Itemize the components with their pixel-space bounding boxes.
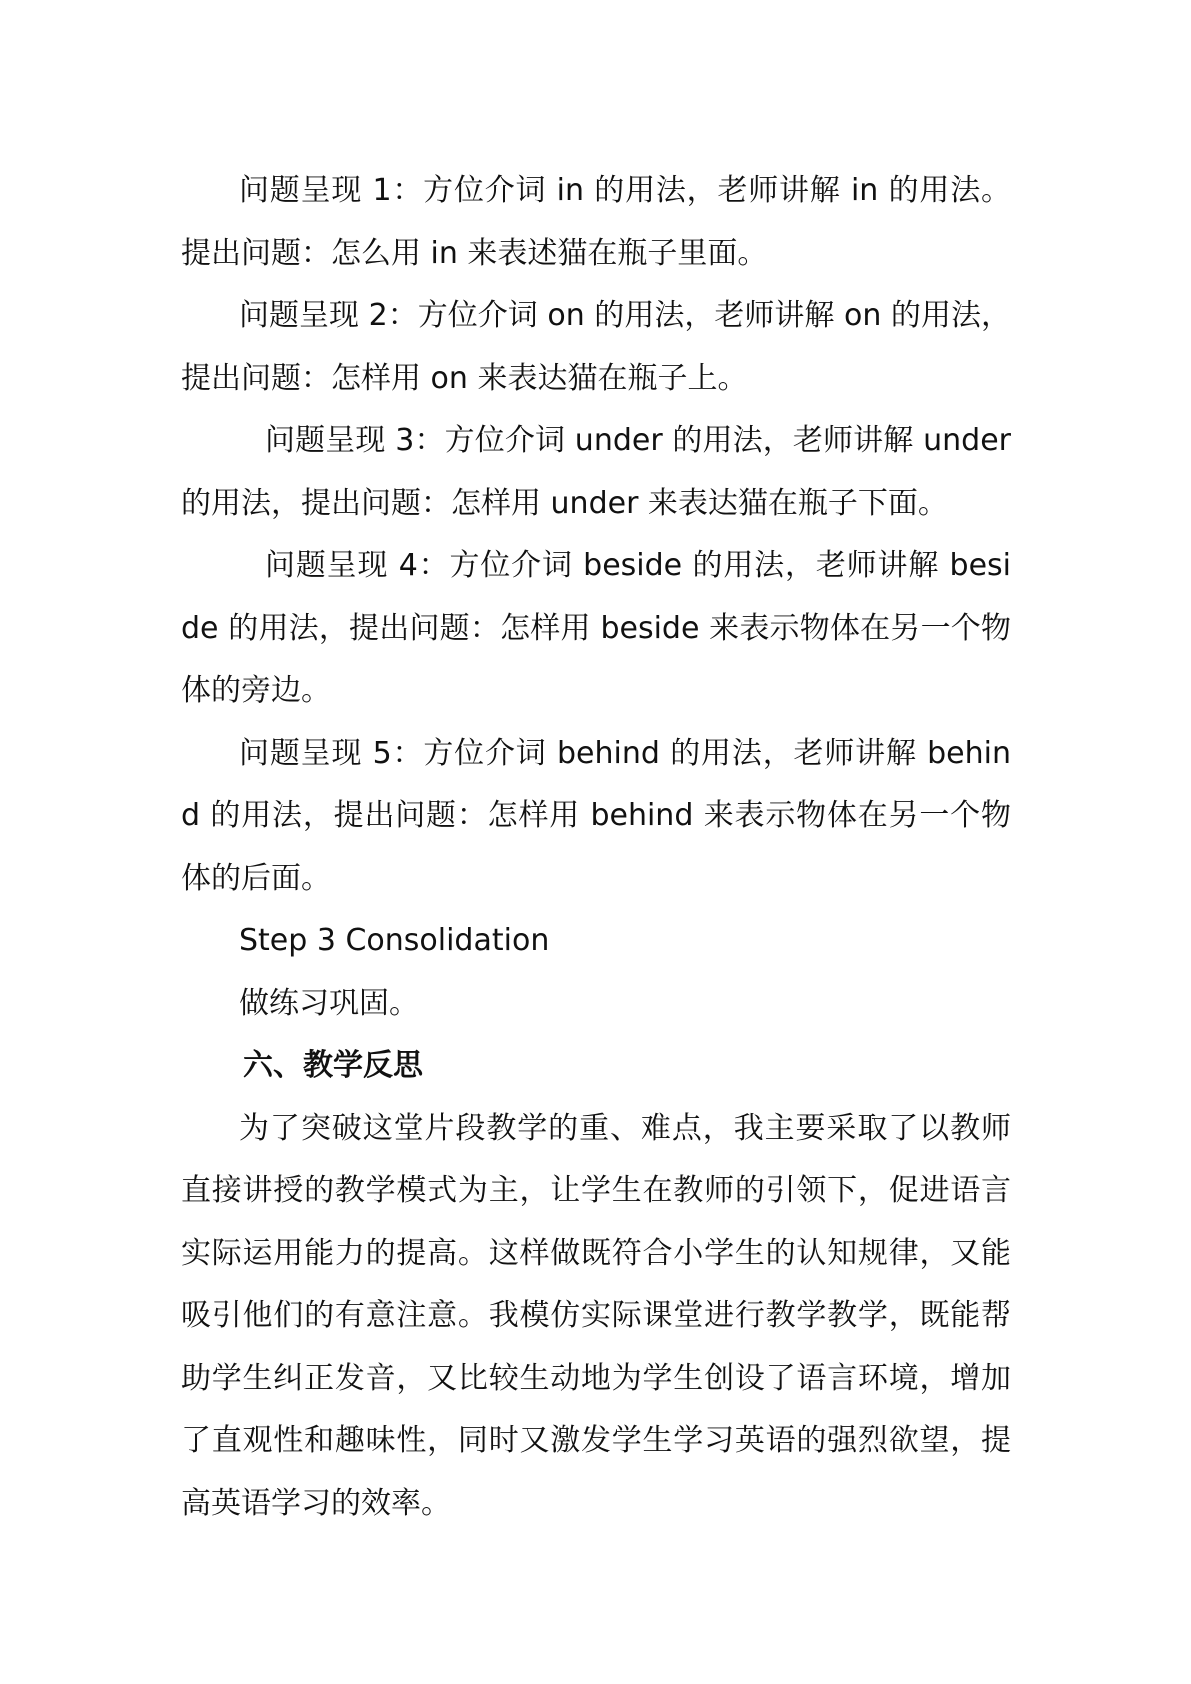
problem-paragraph-3: 问题呈现 3：方位介词 under 的用法，老师讲解 under 的用法，提出问题：怎样用 under 来表达猫在瓶子下面。: [181, 423, 1011, 521]
problem-paragraph-4: 问题呈现 4：方位介词 beside 的用法，老师讲解 beside 的用法，提出问题：怎样用 beside 来表示物体在另一个物体的旁边。: [181, 548, 1011, 708]
problem-paragraph-1: 问题呈现 1：方位介词 in 的用法，老师讲解 in 的用法。提出问题：怎么用 in 来表述猫在瓶子里面。: [181, 173, 1011, 271]
document-body: [181, 160, 1011, 1535]
reflection-paragraph: 为了突破这堂片段教学的重、难点，我主要采取了以教师直接讲授的教学模式为主，让学生在教师的引领下，促进语言实际运用能力的提高。这样做既符合小学生的认知规律，又能吸引他们的有意注意。我模仿实际课堂进行教学教学，既能帮助学生纠正发音，又比较生动地为学生创设了语言环境，增加了直观性和趣味性，同时又激发学生学习英语的强烈欲望，提高英语学习的效率。: [181, 1110, 1011, 1521]
problem-paragraph-2: 问题呈现 2：方位介词 on 的用法，老师讲解 on 的用法，提出问题：怎样用 on 来表达猫在瓶子上。: [181, 298, 1011, 396]
step3-text: 做练习巩固。: [239, 985, 419, 1021]
section-heading-reflection: 六、教学反思: [243, 1048, 423, 1083]
problem-paragraph-5: 问题呈现 5：方位介词 behind 的用法，老师讲解 behind 的用法，提出问题：怎样用 behind 来表示物体在另一个物体的后面。: [181, 735, 1011, 896]
step3-title: Step 3 Consolidation: [239, 923, 550, 958]
